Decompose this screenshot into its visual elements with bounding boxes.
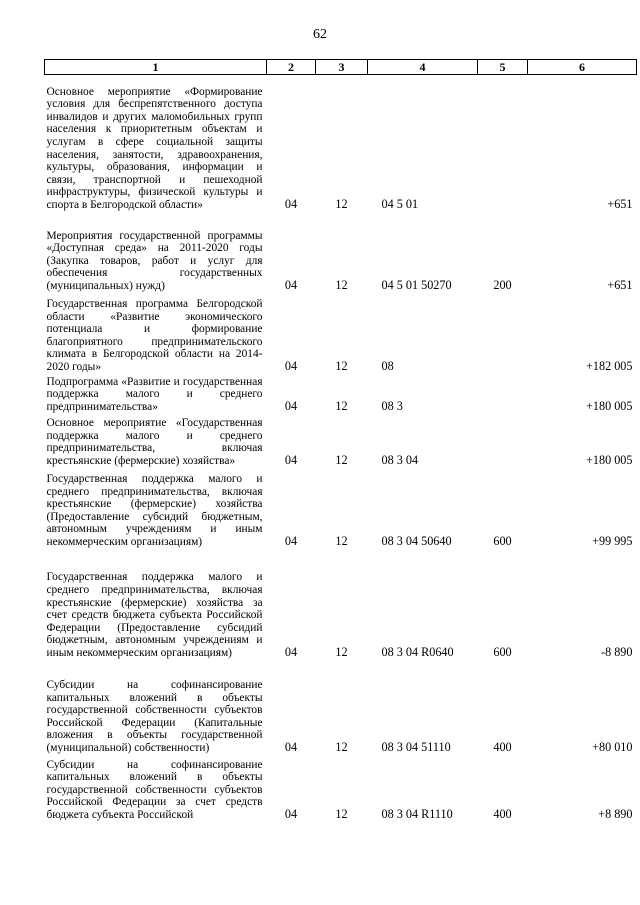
row-name: Субсидии на софинансирование капитальных вложений в объекты государственной собственности субъектов Российской Федерации за счет средств бюджета субъекта Российской <box>46 758 263 821</box>
row-name: Государственная поддержка малого и среднего предпринимательства, включая крестьянские (фермерские) хозяйства (Предоставление субсидий бюджетным, автономным учреждениям и иным некоммерческим организациям) <box>46 472 263 548</box>
row-rz: 04 <box>284 358 298 373</box>
row-pr: 12 <box>335 452 348 467</box>
row-name: Основное мероприятие «Формирование условия для беспрепятственного доступа инвалидов и других маломобильных групп населения к приоритетным объектам и услугам в сфере социальной защиты населения, занятости, здравоохранения, культуры, образования, информации и связи, транспортной и пешеходной инфраструктуры, физической культуры и спорта в Белгородской области» <box>46 85 263 211</box>
row-pr: 12 <box>335 533 348 548</box>
row-csr: 08 3 04 R0640 <box>381 644 454 659</box>
row-rz: 04 <box>284 398 298 413</box>
column-header: 2 <box>267 60 316 75</box>
table-row <box>45 660 637 755</box>
table-row <box>45 374 637 414</box>
row-csr: 08 3 04 R1110 <box>381 806 453 821</box>
row-sum: -8 890 <box>601 644 633 659</box>
table-row <box>45 293 637 374</box>
row-vr: 400 <box>493 806 512 821</box>
row-sum: +99 995 <box>592 533 633 548</box>
row-vr: 600 <box>493 533 512 548</box>
row-csr: 08 3 04 51110 <box>381 739 451 754</box>
page-number: 62 <box>313 27 327 42</box>
row-csr: 04 5 01 <box>381 196 419 211</box>
row-csr: 08 <box>381 358 394 373</box>
table-row <box>45 755 637 822</box>
row-pr: 12 <box>335 277 348 292</box>
row-sum: +180 005 <box>586 452 633 467</box>
row-vr <box>478 75 528 212</box>
row-vr <box>478 414 528 468</box>
row-name: Подпрограмма «Развитие и государственная поддержка малого и среднего предпринимательства» <box>46 375 263 413</box>
row-vr: 200 <box>493 277 512 292</box>
row-pr: 12 <box>335 739 348 754</box>
column-header: 4 <box>368 60 478 75</box>
table-row <box>45 414 637 468</box>
column-header: 6 <box>528 60 637 75</box>
row-csr: 08 3 04 <box>381 452 419 467</box>
table-row <box>45 549 637 660</box>
row-name: Мероприятия государственной программы «Доступная среда» на 2011-2020 годы (Закупка товаров, работ и услуг для обеспечения государственных (муниципальных) нужд) <box>46 229 263 292</box>
column-header: 3 <box>316 60 368 75</box>
table-header-row <box>45 60 637 75</box>
table-row <box>45 212 637 293</box>
row-name: Субсидии на софинансирование капитальных вложений в объекты государственной собственности субъектов Российской Федерации (Капитальные вложения в объекты государственной (муниципальной) собственности) <box>46 678 263 754</box>
row-name: Государственная поддержка малого и среднего предпринимательства, включая крестьянские (фермерские) хозяйства за счет средств бюджета субъекта Российской Федерации (Предоставление субсидий бюджетным, автономным учреждениям и иным некоммерческим организациям) <box>46 571 263 659</box>
row-rz: 04 <box>284 644 298 659</box>
row-rz: 04 <box>284 277 298 292</box>
row-pr: 12 <box>335 398 348 413</box>
budget-table <box>44 59 637 822</box>
row-vr <box>478 293 528 374</box>
row-sum: +182 005 <box>586 358 633 373</box>
row-sum: +651 <box>607 277 633 292</box>
row-name: Государственная программа Белгородской области «Развитие экономического потенциала и формирование благоприятного предпринимательского климата в Белгородской области на 2014-2020 годы» <box>46 297 263 373</box>
row-vr: 600 <box>493 644 512 659</box>
column-header: 1 <box>45 60 267 75</box>
row-pr: 12 <box>335 358 348 373</box>
column-header: 5 <box>478 60 528 75</box>
table-row <box>45 468 637 549</box>
row-pr: 12 <box>335 806 348 821</box>
row-pr: 12 <box>335 196 348 211</box>
row-sum: +80 010 <box>592 739 633 754</box>
row-rz: 04 <box>284 452 298 467</box>
row-rz: 04 <box>284 806 298 821</box>
row-csr: 04 5 01 50270 <box>381 277 452 292</box>
row-vr <box>478 374 528 414</box>
row-pr: 12 <box>335 644 348 659</box>
row-name: Основное мероприятие «Государственная поддержка малого и среднего предпринимательства, включая крестьянские (фермерские) хозяйства» <box>46 417 263 467</box>
row-rz: 04 <box>284 739 298 754</box>
row-sum: +8 890 <box>598 806 633 821</box>
row-rz: 04 <box>284 196 298 211</box>
row-csr: 08 3 <box>381 398 403 413</box>
row-sum: +180 005 <box>586 398 633 413</box>
row-csr: 08 3 04 50640 <box>381 533 452 548</box>
row-rz: 04 <box>284 533 298 548</box>
table-row <box>45 75 637 212</box>
row-sum: +651 <box>607 196 633 211</box>
row-vr: 400 <box>493 739 512 754</box>
